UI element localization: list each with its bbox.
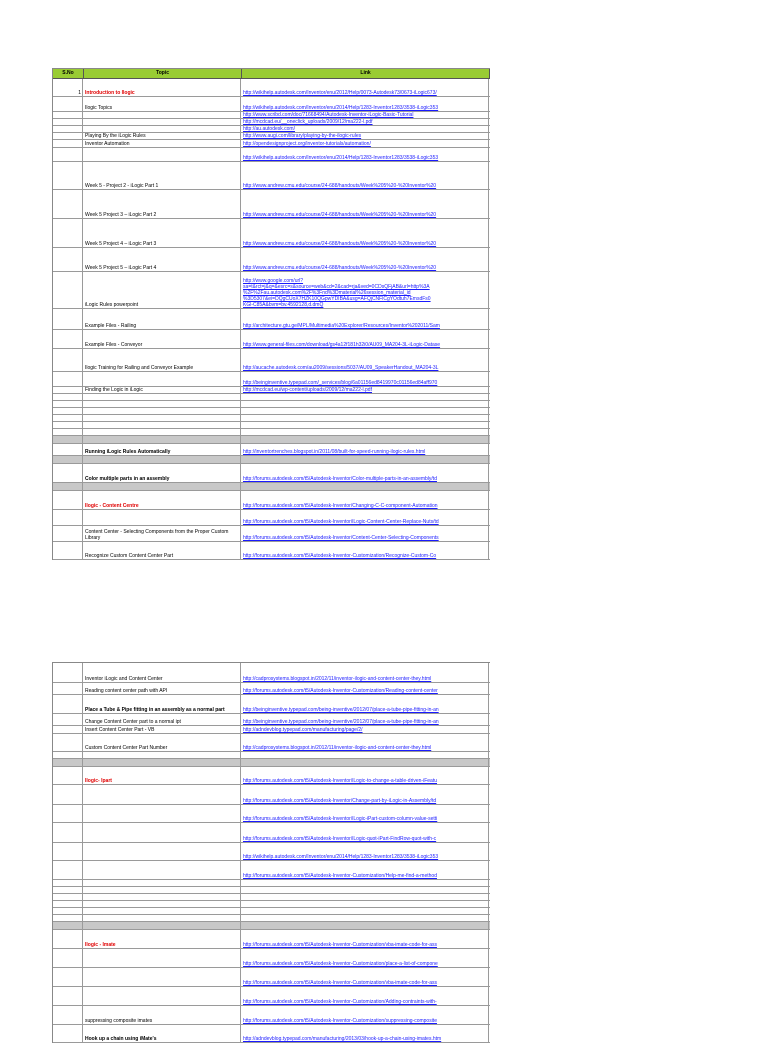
url-link[interactable]: http://forums.autodesk.com/t5/Autodesk-Inventor-Customization/Reading-content-center: [243, 688, 438, 694]
table-row: [53, 436, 490, 444]
topic-cell: Inventor iLogic and Content Center: [83, 663, 241, 682]
topic-cell: [83, 401, 241, 407]
sno-cell: [53, 726, 83, 733]
url-link[interactable]: http://adndevblog.typepad.com/manufacturing/2013/03/hook-up-a-chain-using-imates.htm: [243, 1036, 442, 1042]
url-link[interactable]: sa=t&rct=j&q=&esrc=s&source=web&cd=2&cad=rja&ved=0CDsQFjAB&url=http%3A: [243, 284, 430, 290]
table-row: [53, 272, 490, 309]
table-row: [53, 162, 490, 190]
sno-cell: [53, 714, 83, 725]
table-row: [53, 915, 490, 922]
topic-cell: [83, 752, 241, 758]
topic-cell: [83, 805, 241, 822]
link-cell: [241, 79, 489, 96]
header-row: [53, 69, 490, 79]
link-cell: [241, 444, 489, 455]
link-cell: [241, 734, 489, 751]
link-cell: [241, 464, 489, 482]
topic-cell: [83, 894, 241, 900]
topic-cell: [83, 126, 241, 132]
topic-cell: Insert Content Center Part - VB: [83, 726, 241, 733]
url-link[interactable]: http://cadprosystems.blogspot.in/2012/11/inventor-ilogic-and-content-center-they.html: [243, 676, 432, 682]
sno-cell: [53, 908, 83, 914]
sno-cell: [53, 683, 83, 694]
topic-cell: [83, 422, 241, 428]
sno-cell: [53, 349, 83, 371]
topic-cell: Example Files - Conveyor: [83, 330, 241, 348]
topic-cell: Example Files - Railing: [83, 309, 241, 329]
link-cell: [241, 887, 489, 893]
link-cell: [241, 456, 489, 463]
topic-cell: Introduction to Ilogic: [83, 79, 241, 96]
sno-cell: [53, 394, 83, 400]
topic-cell: [83, 987, 241, 1005]
topic-cell: Hook up a chain using iMate's: [83, 1025, 241, 1042]
topic-cell: [83, 861, 241, 879]
link-cell: [241, 190, 489, 218]
table-row: [53, 79, 490, 97]
link-cell: [241, 949, 489, 967]
topic-cell: Inventor Automation: [83, 140, 241, 147]
topic-cell: suppressing composite imates: [83, 1006, 241, 1024]
topic-cell: Change Content Center part to a normal ipt: [83, 714, 241, 725]
url-link[interactable]: http://forums.autodesk.com/t5/Autodesk-Inventor/Change-part-by-iLogic-in-Assembly/td: [243, 798, 437, 804]
url-link[interactable]: http://aucache.autodesk.com/au2009/sessions/5037/AU09_SpeakerHandout_MA204-3L: [243, 365, 439, 371]
sno-cell: [53, 190, 83, 218]
sno-cell: [53, 372, 83, 386]
url-link[interactable]: http://adndevblog.typepad.com/manufacturing/page/2/: [243, 727, 363, 733]
topic-cell: [83, 510, 241, 525]
link-cell: [241, 510, 489, 525]
link-cell: [241, 908, 489, 914]
topic-cell: Content Center - Selecting Components from the Proper Custom Library: [83, 526, 241, 541]
topic-cell: [83, 843, 241, 860]
link-cell: [241, 140, 489, 147]
table-row: [53, 219, 490, 248]
table-row: [53, 401, 490, 408]
sno-cell: [53, 901, 83, 907]
topic-cell: [83, 922, 241, 929]
sno-cell: [53, 805, 83, 822]
sno-cell: [53, 140, 83, 147]
sno-cell: [53, 429, 83, 435]
sno-cell: [53, 695, 83, 713]
url-link[interactable]: http://architecture.gtu.ge/MPL/Multimedia%20Explorer/Resources/Inventor%202011/Sam: [243, 323, 440, 329]
table-row: [53, 444, 490, 456]
url-link[interactable]: http://forums.autodesk.com/t5/Autodesk-Inventor-Customization/place-a-list-of-compone: [243, 961, 438, 967]
topic-cell: [83, 456, 241, 463]
sno-cell: [53, 401, 83, 407]
sno-cell: [53, 444, 83, 455]
link-cell: [241, 695, 489, 713]
table-row: [53, 930, 490, 949]
table-row: [53, 1006, 490, 1025]
sno-cell: [53, 97, 83, 111]
topic-cell: Reading content center path with API: [83, 683, 241, 694]
link-cell: [241, 272, 489, 308]
header-topic: Topic: [84, 69, 242, 78]
topic-cell: Place a Tube & Pipe fitting in an assembly as a normal part: [83, 695, 241, 713]
url-link[interactable]: http://opendesignproject.org/inventor-tutorials/automation/: [243, 141, 371, 147]
table-body: [53, 663, 490, 1043]
topic-cell: Playing By the iLogic Rules: [83, 133, 241, 139]
link-cell: [241, 349, 489, 371]
url-link[interactable]: http://forums.autodesk.com/t5/Autodesk-Inventor-Customization/vba-imate-code-for-ass: [243, 942, 437, 948]
link-cell: [241, 526, 489, 541]
header-link: Link: [242, 69, 490, 78]
topic-cell: Recognize Custom Content Center Part: [83, 542, 241, 559]
table-row: [53, 695, 490, 714]
link-cell: [241, 915, 489, 921]
table-row: [53, 542, 490, 560]
topic-cell: [83, 887, 241, 893]
sno-cell: [53, 785, 83, 804]
link-cell: [241, 759, 489, 766]
link-cell: [241, 112, 489, 118]
topic-cell: [83, 429, 241, 435]
table-row: [53, 349, 490, 372]
link-cell: [241, 752, 489, 758]
topic-cell: [83, 148, 241, 161]
table-body: [53, 79, 490, 560]
table-row: [53, 759, 490, 767]
sno-cell: [53, 133, 83, 139]
link-cell: [241, 415, 489, 421]
table-row: [53, 119, 490, 126]
sno-cell: [53, 930, 83, 948]
table-row: [53, 190, 490, 219]
link-cell: [241, 330, 489, 348]
link-cell: [241, 901, 489, 907]
sno-cell: [53, 126, 83, 132]
table-row: [53, 248, 490, 272]
url-link[interactable]: http://www.andrew.cmu.edu/course/24-688/handouts/Week%205%20-%20Inventor%20: [243, 183, 437, 189]
topic-cell: Finding the Logic in iLogic: [83, 387, 241, 393]
table-row: [53, 734, 490, 752]
table-row: [53, 408, 490, 415]
url-link[interactable]: http://cadprosystems.blogspot.in/2012/11/inventor-ilogic-and-content-center-they.html: [243, 745, 432, 751]
link-cell: [241, 309, 489, 329]
topic-cell: [83, 949, 241, 967]
sno-cell: 1: [53, 79, 83, 96]
url-link[interactable]: http://forums.autodesk.com/t5/Autodesk-Inventor-Customization/Help-me-find-a-method: [243, 873, 437, 879]
link-cell: [241, 394, 489, 400]
table-row: [53, 526, 490, 542]
sno-cell: [53, 542, 83, 559]
link-cell: [241, 408, 489, 414]
table-row: [53, 843, 490, 861]
link-cell: [241, 483, 489, 490]
url-link[interactable]: http://forums.autodesk.com/t5/Autodesk-Inventor-Customization/suppressing-composite: [243, 1018, 437, 1024]
sno-cell: [53, 823, 83, 842]
link-cell: [241, 726, 489, 733]
url-link[interactable]: http://forums.autodesk.com/t5/Autodesk-Inventor/Changing-C-C-component-Automation: [243, 503, 438, 509]
table-row: [53, 112, 490, 119]
sno-cell: [53, 112, 83, 118]
table-row: [53, 922, 490, 930]
table-row: [53, 968, 490, 987]
sno-cell: [53, 1006, 83, 1024]
sno-cell: [53, 330, 83, 348]
table-row: [53, 510, 490, 526]
link-cell: [241, 542, 489, 559]
sno-cell: [53, 408, 83, 414]
table-row: [53, 1025, 490, 1043]
topic-cell: Ilogic - Imate: [83, 930, 241, 948]
topic-cell: iLogic Rules powerpoint: [83, 272, 241, 308]
link-cell: [241, 714, 489, 725]
link-cell: [241, 387, 489, 393]
sno-cell: [53, 663, 83, 682]
topic-cell: [83, 880, 241, 886]
sno-cell: [53, 491, 83, 509]
spreadsheet-page-2: [52, 662, 490, 1043]
topic-cell: [83, 394, 241, 400]
topic-cell: [83, 112, 241, 118]
sno-cell: [53, 309, 83, 329]
sno-cell: [53, 248, 83, 271]
topic-cell: Ilogic Training for Railing and Conveyor Example: [83, 349, 241, 371]
table-row: [53, 464, 490, 483]
sno-cell: [53, 526, 83, 541]
sno-cell: [53, 464, 83, 482]
table-row: [53, 880, 490, 887]
link-cell: [241, 894, 489, 900]
topic-cell: [83, 415, 241, 421]
table-row: [53, 785, 490, 805]
topic-cell: Ilogic- Ipart: [83, 767, 241, 784]
table-row: [53, 908, 490, 915]
spreadsheet-page-1: [52, 68, 490, 560]
topic-cell: [83, 408, 241, 414]
url-link[interactable]: http://beinginventive.typepad.com/being-inventive/2012/07/place-a-tube-pipe-fitting-in-an: [243, 719, 439, 725]
table-row: [53, 663, 490, 683]
link-cell: [241, 683, 489, 694]
table-row: [53, 309, 490, 330]
table-row: [53, 805, 490, 823]
table-row: [53, 456, 490, 464]
link-cell: [241, 429, 489, 435]
link-cell: [241, 785, 489, 804]
table-row: [53, 823, 490, 843]
sno-cell: [53, 436, 83, 443]
url-link[interactable]: %2F%2Fau.autodesk.com%2F%3Fnd%3Dmaterial%26session_material_id: [243, 290, 411, 296]
table-row: [53, 429, 490, 436]
link-cell: [241, 968, 489, 986]
url-link[interactable]: %3D5307&ei=DQgCUoX7HZK10QGpwYDIBA&usg=AFQjCNFlCgYOdtuh7EmsdFs0: [243, 296, 431, 302]
sno-cell: [53, 415, 83, 421]
table-row: [53, 126, 490, 133]
topic-cell: [83, 119, 241, 125]
topic-cell: [83, 483, 241, 490]
url-link[interactable]: http://www.scribd.com/doc/71668494/Autodesk-Inventor-iLogic-Basic-Tutorial: [243, 112, 414, 118]
url-link[interactable]: http://forums.autodesk.com/t5/Autodesk-Inventor/iLogic-quot-iPart-FindRow-quot-with-c: [243, 836, 437, 842]
link-cell: [241, 148, 489, 161]
topic-cell: Week 5 Project 3 – iLogic Part 2: [83, 190, 241, 218]
topic-cell: Ilogic - Content Centre: [83, 491, 241, 509]
sno-cell: [53, 887, 83, 893]
sno-cell: [53, 148, 83, 161]
link-cell: [241, 843, 489, 860]
topic-cell: Ilogic Topics: [83, 97, 241, 111]
link-cell: [241, 248, 489, 271]
table-row: [53, 491, 490, 510]
link-cell: [241, 97, 489, 111]
sno-cell: [53, 843, 83, 860]
topic-cell: Color multiple parts in an assembly: [83, 464, 241, 482]
topic-cell: Custom Content Center Part Number: [83, 734, 241, 751]
sno-cell: [53, 880, 83, 886]
link-cell: [241, 219, 489, 247]
table-row: [53, 901, 490, 908]
url-link[interactable]: http://www.general-files.com/download/gs4a12f181h32i0/AU09_MA204-3L-iLogic-Datase: [243, 342, 441, 348]
link-cell: [241, 805, 489, 822]
table-row: [53, 949, 490, 968]
table-row: [53, 148, 490, 162]
table-row: [53, 415, 490, 422]
table-row: [53, 714, 490, 726]
url-link[interactable]: http://forums.autodesk.com/t5/Autodesk-Inventor/iLogic-Content-Center-Replace-Nuts/td: [243, 519, 439, 525]
url-link[interactable]: http://forums.autodesk.com/t5/Autodesk-Inventor-Customization/Adding-contraints-with-: [243, 999, 437, 1005]
sno-cell: [53, 752, 83, 758]
url-link[interactable]: http://wikihelp.autodesk.com/Inventor/enu/2014/Help/1283-Inventor1283/3538-iLogic353: [243, 105, 439, 111]
sno-cell: [53, 219, 83, 247]
topic-cell: [83, 901, 241, 907]
table-row: [53, 133, 490, 140]
sno-cell: [53, 987, 83, 1005]
sno-cell: [53, 1025, 83, 1042]
link-cell: [241, 126, 489, 132]
table-row: [53, 372, 490, 387]
table-row: [53, 330, 490, 349]
url-link[interactable]: http://forums.autodesk.com/t5/Autodesk-Inventor/Color-multiple-parts-in-an-assembly/td: [243, 476, 437, 482]
topic-cell: Week 5 Project 5 – iLogic Part 4: [83, 248, 241, 271]
link-cell: [241, 930, 489, 948]
url-link[interactable]: http://forums.autodesk.com/t5/Autodesk-Inventor/iLogic-to-change-a-table-driven-iFeatu: [243, 778, 437, 784]
table-row: [53, 894, 490, 901]
sno-cell: [53, 119, 83, 125]
url-link[interactable]: KGl-C85A&bvm=bv.4592128,d.dmQ: [243, 302, 324, 308]
topic-cell: [83, 436, 241, 443]
url-link[interactable]: http://www.andrew.cmu.edu/course/24-688/handouts/Week%205%20-%20Inventor%20: [243, 241, 437, 247]
sno-cell: [53, 734, 83, 751]
table-row: [53, 987, 490, 1006]
url-link[interactable]: http://forums.autodesk.com/t5/Autodesk-Inventor/iLogic-iPart-custom-column-value-setti: [243, 816, 438, 822]
topic-cell: [83, 785, 241, 804]
url-link[interactable]: http://www.andrew.cmu.edu/course/24-688/handouts/Week%205%20-%20Inventor%20: [243, 265, 437, 271]
sno-cell: [53, 767, 83, 784]
url-link[interactable]: http://beinginventive.typepad.com/_services/blog/6a01156ed8419970c01156ed84aff970: [243, 380, 438, 386]
link-cell: [241, 491, 489, 509]
link-cell: [241, 372, 489, 386]
table-row: [53, 752, 490, 759]
topic-cell: [83, 908, 241, 914]
url-link[interactable]: http://wikihelp.autodesk.com/Inventor/enu/2014/Help/1283-Inventor1283/3538-iLogic353: [243, 155, 439, 161]
url-link[interactable]: http://www.augi.com/library/playing-by-the-ilogic-rules: [243, 133, 362, 139]
link-cell: [241, 767, 489, 784]
link-cell: [241, 823, 489, 842]
table-row: [53, 422, 490, 429]
table-row: [53, 683, 490, 695]
link-cell: [241, 861, 489, 879]
table-row: [53, 861, 490, 880]
table-row: [53, 767, 490, 785]
sno-cell: [53, 922, 83, 929]
link-cell: [241, 436, 489, 443]
topic-cell: Running iLogic Rules Automatically: [83, 444, 241, 455]
table-row: [53, 887, 490, 894]
sno-cell: [53, 759, 83, 766]
url-link[interactable]: http://mcdcad.eu/wp-content/uploads/2009/12/ma222-l.pdf: [243, 387, 372, 393]
link-cell: [241, 922, 489, 929]
topic-cell: [83, 759, 241, 766]
url-link[interactable]: http://forums.autodesk.com/t5/Autodesk-Inventor/Content-Center-Selecting-Components: [243, 535, 439, 541]
link-cell: [241, 1025, 489, 1042]
sno-cell: [53, 861, 83, 879]
topic-cell: [83, 968, 241, 986]
link-cell: [241, 133, 489, 139]
sno-cell: [53, 510, 83, 525]
topic-cell: Week 5 Project 4 – iLogic Part 3: [83, 219, 241, 247]
sno-cell: [53, 894, 83, 900]
link-cell: [241, 880, 489, 886]
link-cell: [241, 162, 489, 189]
header-sno: S.No: [53, 69, 84, 78]
link-cell: [241, 401, 489, 407]
url-link[interactable]: http://beinginventive.typepad.com/being-inventive/2012/07/place-a-tube-pipe-fitting-in-an: [243, 707, 439, 713]
url-link[interactable]: http://www.google.com/url?: [243, 278, 304, 284]
topic-cell: [83, 372, 241, 386]
url-link[interactable]: http://au.autodesk.com/: [243, 126, 295, 132]
link-cell: [241, 1006, 489, 1024]
topic-cell: [83, 823, 241, 842]
sno-cell: [53, 162, 83, 189]
url-link[interactable]: http://inventortrenches.blogspot.in/2011/08/built-for-speed-running-ilogic-rules.html: [243, 449, 426, 455]
link-cell: [241, 987, 489, 1005]
topic-cell: [83, 915, 241, 921]
sno-cell: [53, 968, 83, 986]
table-row: [53, 97, 490, 112]
sno-cell: [53, 387, 83, 393]
sno-cell: [53, 915, 83, 921]
sno-cell: [53, 272, 83, 308]
link-cell: [241, 663, 489, 682]
url-link[interactable]: http://mcdcad.eu/__oneclick_uploads/2009/12/ma222-l.pdf: [243, 119, 373, 125]
topic-cell: Week 5 - Project 2 - iLogic Part 1: [83, 162, 241, 189]
sno-cell: [53, 949, 83, 967]
table-row: [53, 387, 490, 394]
sno-cell: [53, 456, 83, 463]
url-link[interactable]: http://wikihelp.autodesk.com/Inventor/enu/2014/Help/1283-Inventor1283/3538-iLogic353: [243, 854, 439, 860]
table-row: [53, 140, 490, 148]
url-link[interactable]: http://forums.autodesk.com/t5/Autodesk-Inventor-Customization/vba-imate-code-for-ass: [243, 980, 437, 986]
table-row: [53, 394, 490, 401]
url-link[interactable]: http://www.andrew.cmu.edu/course/24-688/handouts/Week%205%20-%20Inventor%20: [243, 212, 437, 218]
table-row: [53, 726, 490, 734]
table-row: [53, 483, 490, 491]
sno-cell: [53, 483, 83, 490]
url-link[interactable]: http://wikihelp.autodesk.com/Inventor/enu/2012/Help/0073-Autodesk73/0673-iLogic673/: [243, 90, 437, 96]
link-cell: [241, 422, 489, 428]
url-link[interactable]: http://forums.autodesk.com/t5/Autodesk-Inventor-Customization/Recognize-Custom-Co: [243, 553, 437, 559]
link-cell: [241, 119, 489, 125]
sno-cell: [53, 422, 83, 428]
